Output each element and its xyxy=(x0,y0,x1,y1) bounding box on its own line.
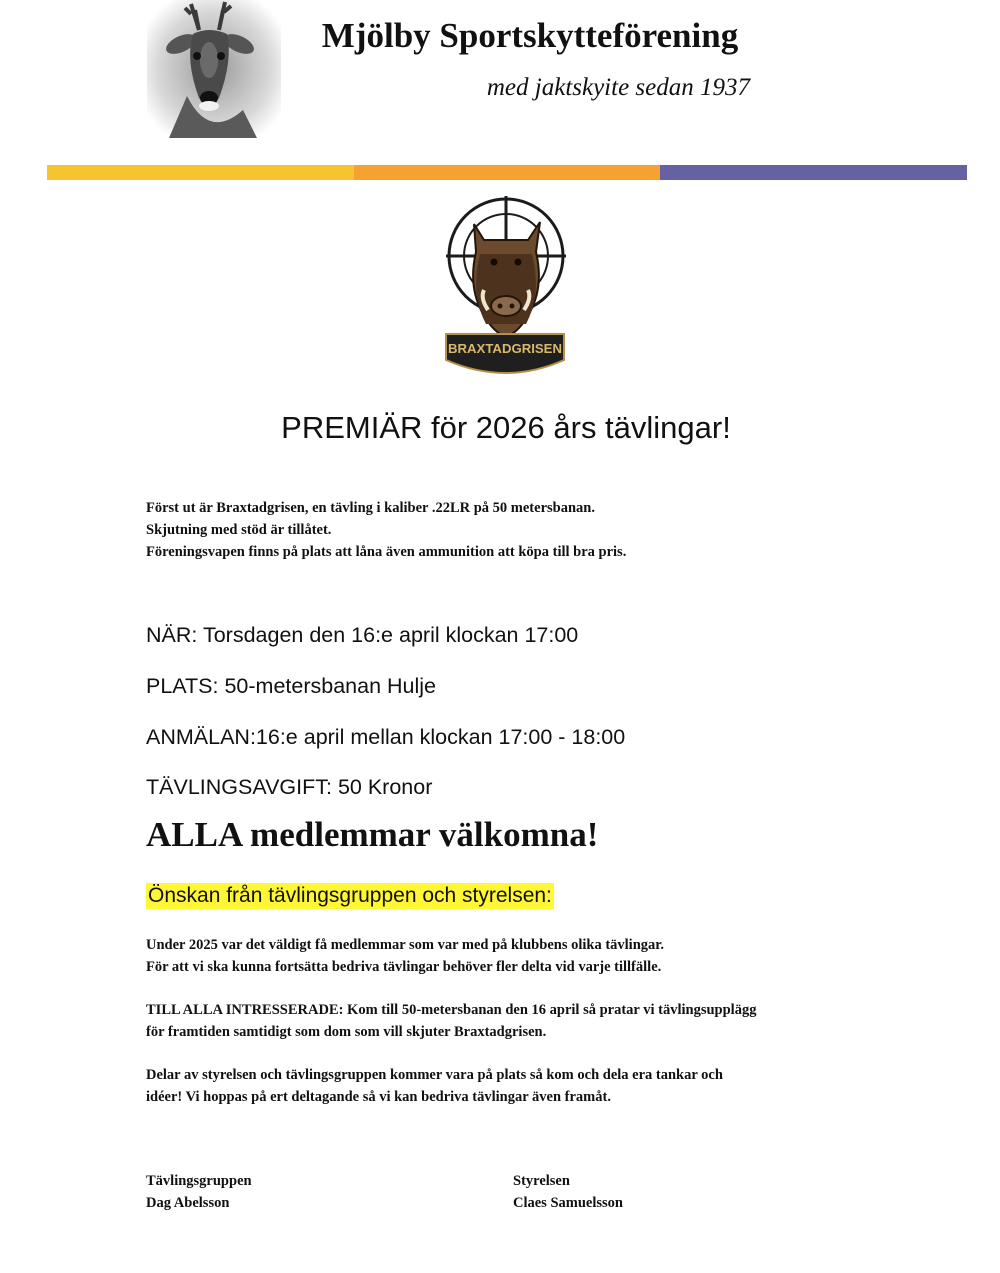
signature-name: Claes Samuelsson xyxy=(513,1195,623,1211)
paragraph-line: för framtiden samtidigt som dom som vill skjuter Braxtadgrisen. xyxy=(146,1024,547,1040)
page-title: PREMIÄR för 2026 års tävlingar! xyxy=(281,410,731,445)
color-stripe-orange xyxy=(354,165,660,180)
paragraph-board xyxy=(146,1064,926,1108)
welcome-heading: ALLA medlemmar välkomna! xyxy=(146,815,599,854)
signature-board xyxy=(513,1170,623,1214)
paragraph-line: TILL ALLA INTRESSERADE: Kom till 50-metersbanan den 16 april så pratar vi tävlingsupplägg xyxy=(146,1002,757,1018)
braxtadgrisen-logo xyxy=(440,194,570,384)
paragraph-participation xyxy=(146,934,926,978)
paragraph-line: För att vi ska kunna fortsätta bedriva tävlingar behöver fler delta vid varje tillfälle. xyxy=(146,959,662,975)
paragraph-line: Under 2025 var det väldigt få medlemmar som var med på klubbens olika tävlingar. xyxy=(146,937,665,953)
logo-text: BRAXTADGRISEN xyxy=(448,341,562,356)
event-place: PLATS: 50-metersbanan Hulje xyxy=(146,674,436,698)
intro-line: Skjutning med stöd är tillåtet. xyxy=(146,522,332,538)
intro-line: Föreningsvapen finns på plats att låna även ammunition att köpa till bra pris. xyxy=(146,544,627,560)
paragraph-line: Delar av styrelsen och tävlingsgruppen kommer vara på plats så kom och dela era tankar och xyxy=(146,1067,723,1083)
intro-paragraph xyxy=(146,497,906,563)
color-stripe-yellow xyxy=(47,165,354,180)
club-name: Mjölby Sportskytteförening xyxy=(321,16,739,55)
event-fee: TÄVLINGSAVGIFT: 50 Kronor xyxy=(146,775,433,799)
paragraph-interested xyxy=(146,999,926,1043)
signature-name: Dag Abelsson xyxy=(146,1195,230,1211)
signature-group: Tävlingsgruppen xyxy=(146,1173,252,1189)
intro-line: Först ut är Braxtadgrisen, en tävling i kaliber .22LR på 50 metersbanan. xyxy=(146,500,595,516)
wish-heading: Önskan från tävlingsgruppen och styrelsen: xyxy=(148,884,552,907)
signature-group: Styrelsen xyxy=(513,1173,570,1189)
color-stripe-purple xyxy=(660,165,967,180)
event-when: NÄR: Torsdagen den 16:e april klockan 17:00 xyxy=(146,623,579,647)
club-tagline: med jaktskyite sedan 1937 xyxy=(486,74,750,101)
event-registration: ANMÄLAN:16:e april mellan klockan 17:00 - 18:00 xyxy=(146,725,626,749)
roe-deer-photo xyxy=(147,0,281,138)
signature-competition-group xyxy=(146,1170,252,1214)
paragraph-line: idéer! Vi hoppas på ert deltagande så vi kan bedriva tävlingar även framåt. xyxy=(146,1089,611,1105)
